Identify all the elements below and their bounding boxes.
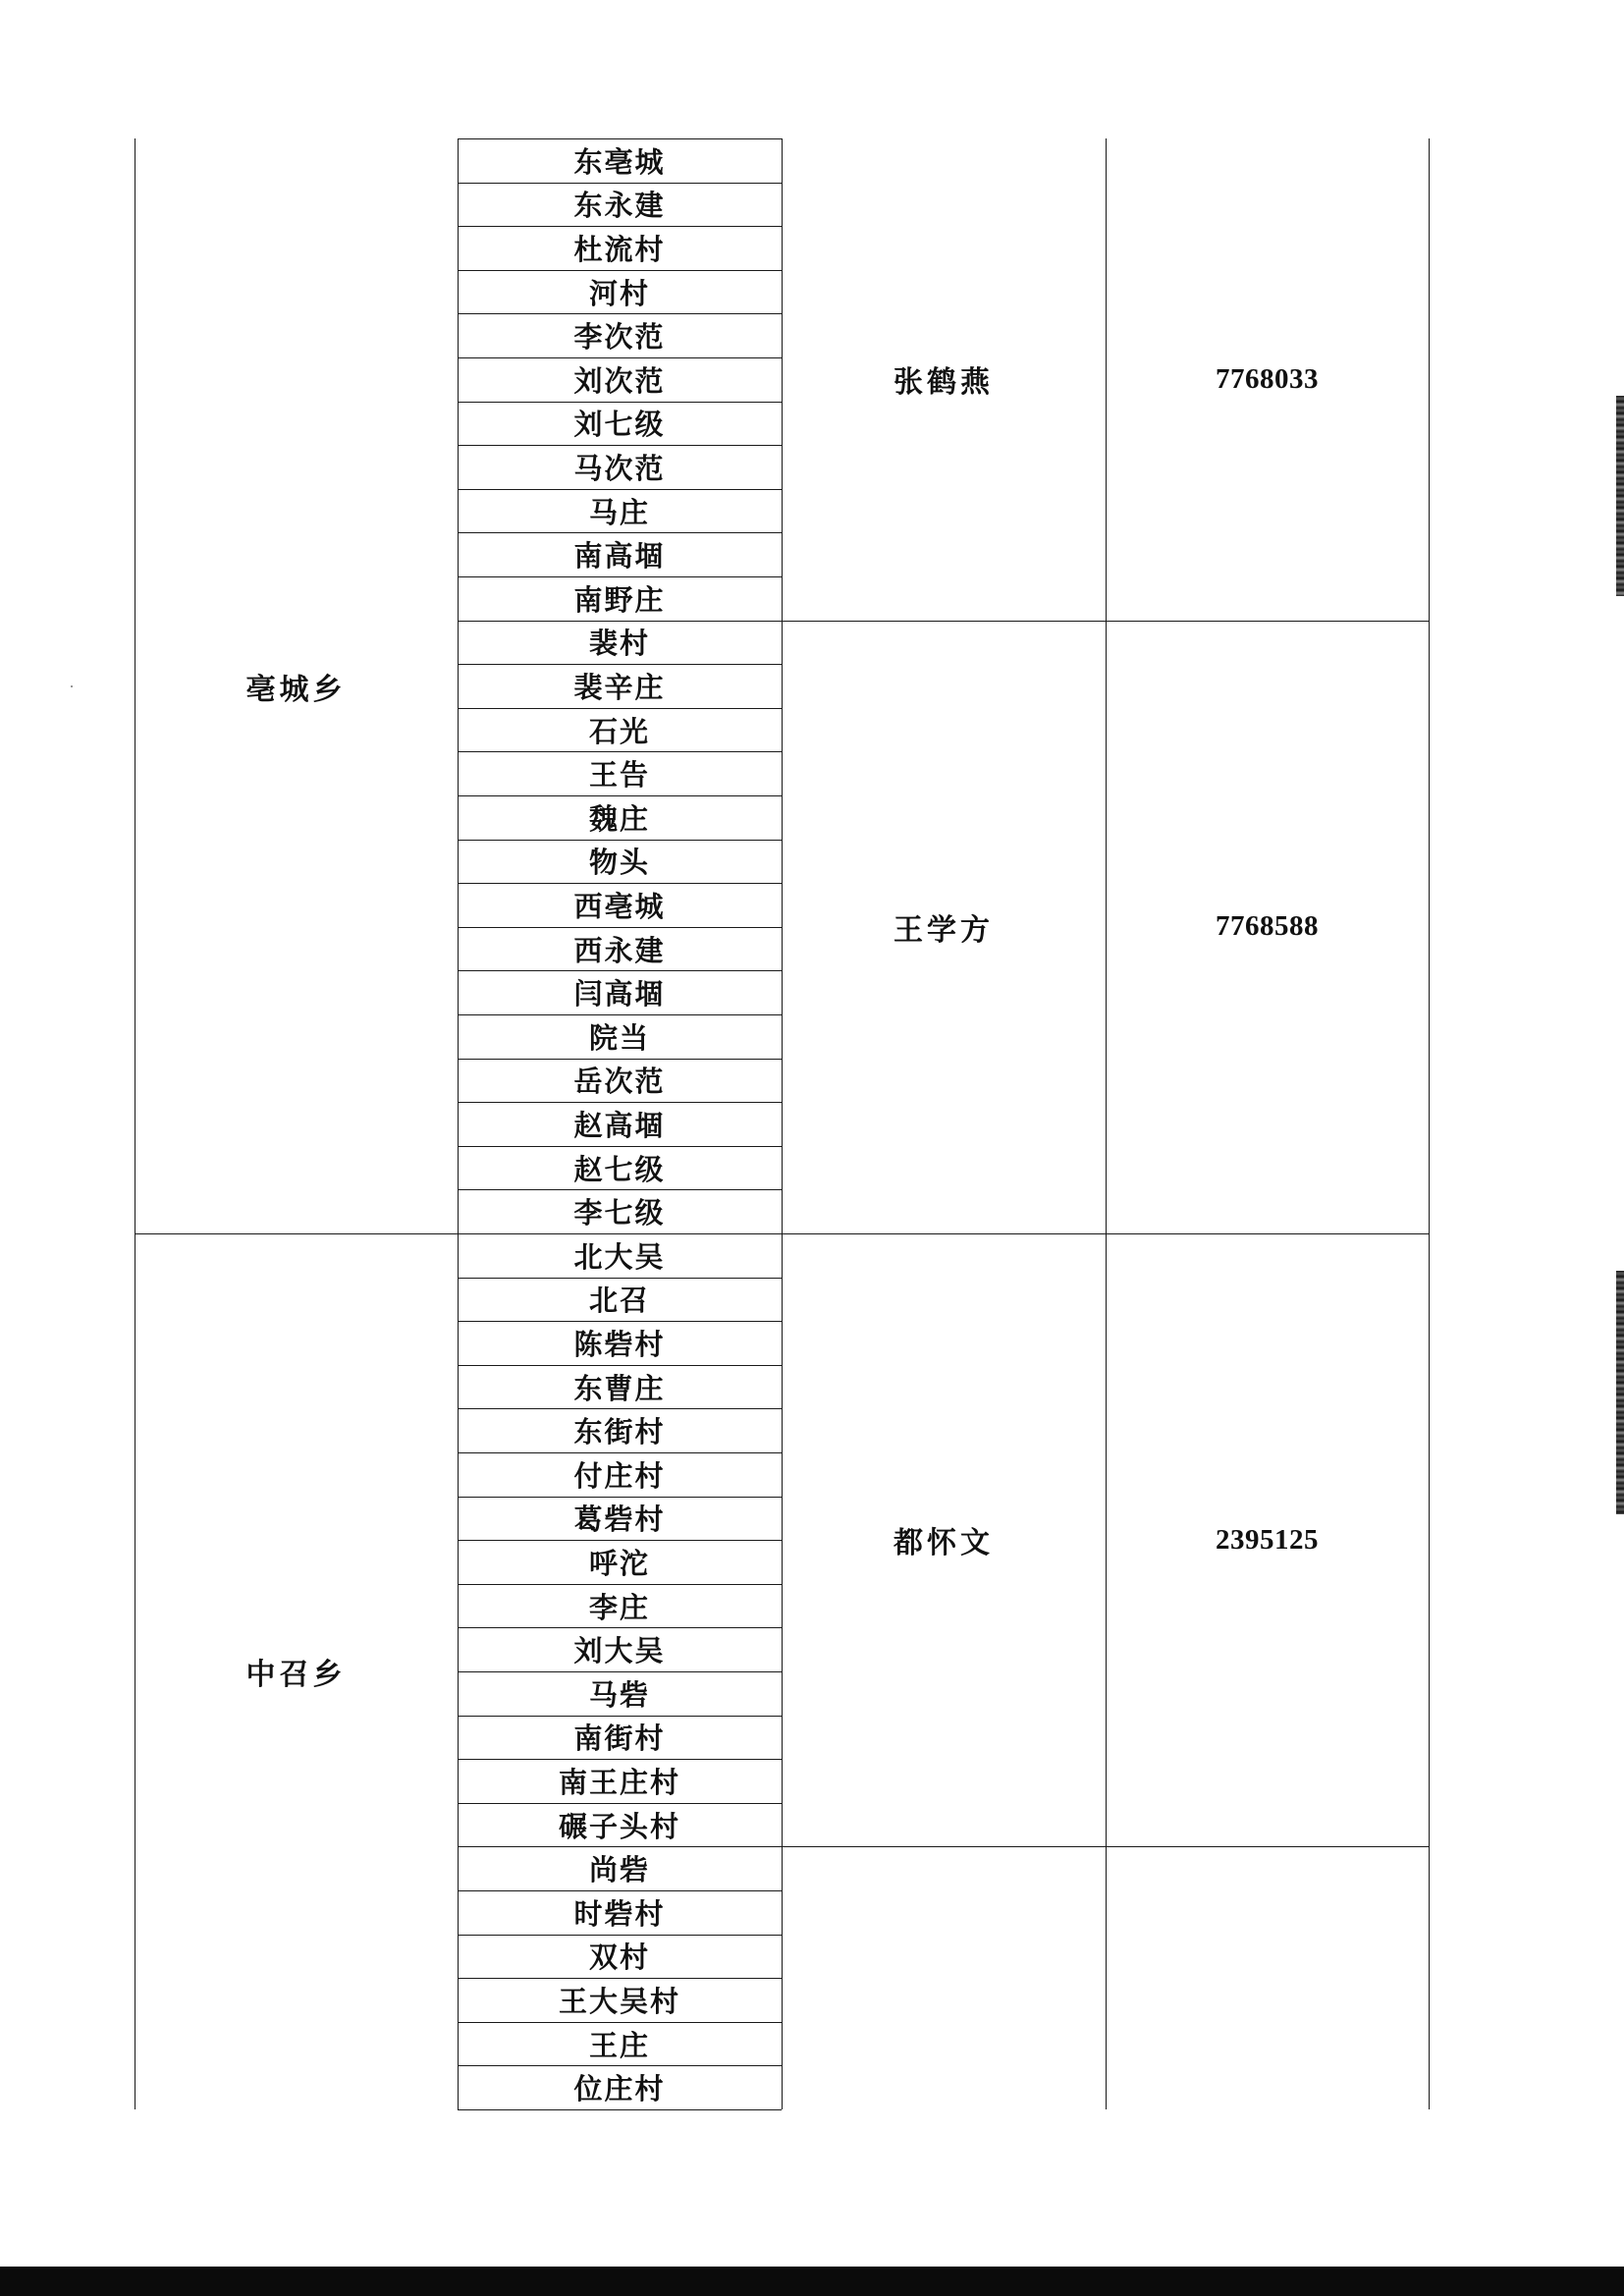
village-cell: 位庄村 — [573, 2072, 666, 2106]
scan-edge-artifact — [1616, 1271, 1624, 1514]
village-cell: 马次范 — [573, 451, 666, 485]
village-cell: 裴辛庄 — [573, 670, 666, 704]
village-cell: 杜流村 — [573, 232, 666, 266]
village-cell: 马砦 — [588, 1677, 650, 1712]
village-cell: 南街村 — [573, 1722, 666, 1756]
village-cell: 裴村 — [588, 627, 650, 661]
village-cell: 西亳城 — [573, 889, 666, 923]
village-cell: 陈砦村 — [573, 1327, 666, 1361]
village-cell: 南王庄村 — [558, 1765, 680, 1799]
village-cell: 呼沱 — [588, 1546, 650, 1580]
village-cell: 马庄 — [588, 495, 650, 529]
contact-person-cell — [782, 1846, 1106, 2109]
village-cell: 王告 — [588, 758, 650, 793]
village-cell: 刘次范 — [573, 363, 666, 398]
contact-person-cell: 王学方 — [893, 912, 994, 948]
village-cell: 碾子头村 — [558, 1809, 680, 1843]
village-cell: 魏庄 — [588, 801, 650, 836]
village-cell: 时砦村 — [573, 1896, 666, 1931]
village-cell: 尚砦 — [588, 1853, 650, 1887]
village-cell: 南野庄 — [573, 582, 666, 617]
village-cell: 王大吴村 — [558, 1984, 680, 2018]
village-cell: 河村 — [588, 276, 650, 310]
village-cell: 李次范 — [573, 320, 666, 355]
village-cell: 东亳城 — [573, 144, 666, 179]
village-cell: 刘大吴 — [573, 1634, 666, 1668]
village-cell: 石光 — [588, 714, 650, 748]
village-cell: 刘七级 — [573, 408, 666, 442]
village-cell: 东永建 — [573, 189, 666, 223]
village-cell: 闫高堌 — [573, 977, 666, 1011]
phone-number-cell: 7768588 — [1216, 910, 1319, 943]
phone-number-cell: 2395125 — [1216, 1523, 1319, 1556]
village-cell: 葛砦村 — [573, 1503, 666, 1537]
scan-speck — [71, 685, 73, 687]
village-row-rule — [458, 2109, 782, 2110]
scan-edge-artifact — [1616, 396, 1624, 596]
phone-number-cell — [1106, 1846, 1429, 2109]
village-cell: 院当 — [588, 1020, 650, 1055]
village-cell: 赵高堌 — [573, 1108, 666, 1142]
contact-person-cell: 张鹤燕 — [893, 365, 994, 401]
village-cell: 李七级 — [573, 1196, 666, 1230]
township-cell: 亳城乡 — [245, 672, 347, 707]
village-cell: 东街村 — [573, 1415, 666, 1449]
village-cell: 北召 — [588, 1284, 650, 1318]
village-cell: 双村 — [588, 1941, 650, 1975]
table-vertical-rule — [1429, 138, 1430, 2109]
village-cell: 赵七级 — [573, 1152, 666, 1186]
phone-number-cell: 7768033 — [1216, 362, 1319, 395]
village-cell: 付庄村 — [573, 1458, 666, 1493]
contact-person-cell: 都怀文 — [893, 1526, 994, 1561]
scan-bottom-border — [0, 2267, 1624, 2296]
township-cell: 中召乡 — [245, 1658, 347, 1692]
village-cell: 岳次范 — [573, 1065, 666, 1099]
village-cell: 王庄 — [588, 2028, 650, 2062]
village-cell: 李庄 — [588, 1590, 650, 1624]
village-cell: 北大吴 — [573, 1239, 666, 1274]
village-cell: 西永建 — [573, 933, 666, 967]
village-cell: 南高堌 — [573, 539, 666, 574]
village-cell: 物头 — [588, 846, 650, 880]
village-cell: 东曹庄 — [573, 1371, 666, 1405]
